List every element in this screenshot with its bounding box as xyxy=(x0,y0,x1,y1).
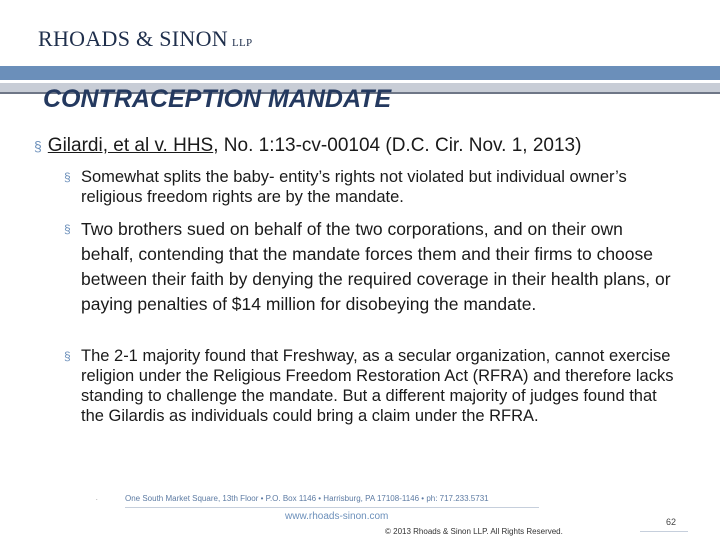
footer xyxy=(125,494,555,522)
footer-copyright: © 2013 Rhoads & Sinon LLP. All Rights Reserved. xyxy=(385,527,563,536)
sub-bullet-2 xyxy=(64,217,674,317)
header-band xyxy=(0,66,720,80)
footer-address: One South Market Square, 13th Floor • P.O. Box 1146 • Harrisburg, PA 17108-1146 • ph: 717.233.5731 xyxy=(125,494,489,503)
level1-bullet xyxy=(34,135,581,157)
bullet-icon: § xyxy=(64,170,71,184)
bullet-icon: § xyxy=(34,138,42,154)
footer-divider xyxy=(125,507,539,508)
sub-bullet-3 xyxy=(64,346,674,426)
sub-bullet-text: Somewhat splits the baby- entity’s rights not violated but individual owner’s religious freedom rights are by the mandate. xyxy=(81,168,627,206)
firm-logo xyxy=(38,26,252,52)
case-name: Gilardi, et al v. HHS xyxy=(47,135,214,156)
logo-suffix: LLP xyxy=(232,37,253,49)
sub-bullet-text: Two brothers sued on behalf of the two corporations, and on their own behalf, contending that the mandate forces them and their firms to choose between their faith by denying the required coverage in their health plans, or paying penalties of $14 million for disobeying the mandate. xyxy=(81,219,671,314)
page-number: 62 xyxy=(666,517,677,527)
sub-bullet-text: The 2-1 majority found that Freshway, as a secular organization, cannot exercise religion under the Religious Freedom Restoration Act (RFRA) and therefore lacks standing to challenge the mandate. But a different majority of judges found that the Gilardis as individuals could bring a claim under the RFRA. xyxy=(81,347,674,425)
page-number-underline xyxy=(640,531,688,532)
sub-bullet-1 xyxy=(64,167,674,207)
slide-title: CONTRACEPTION MANDATE xyxy=(43,85,392,113)
bullet-icon: § xyxy=(64,222,71,236)
footer-website[interactable]: www.rhoads-sinon.com xyxy=(285,511,389,522)
logo-text: RHOADS & SINON xyxy=(38,26,228,51)
footer-mark: . xyxy=(96,496,98,502)
case-citation: , No. 1:13-cv-00104 (D.C. Cir. Nov. 1, 2013) xyxy=(213,135,582,156)
bullet-icon: § xyxy=(64,349,71,363)
